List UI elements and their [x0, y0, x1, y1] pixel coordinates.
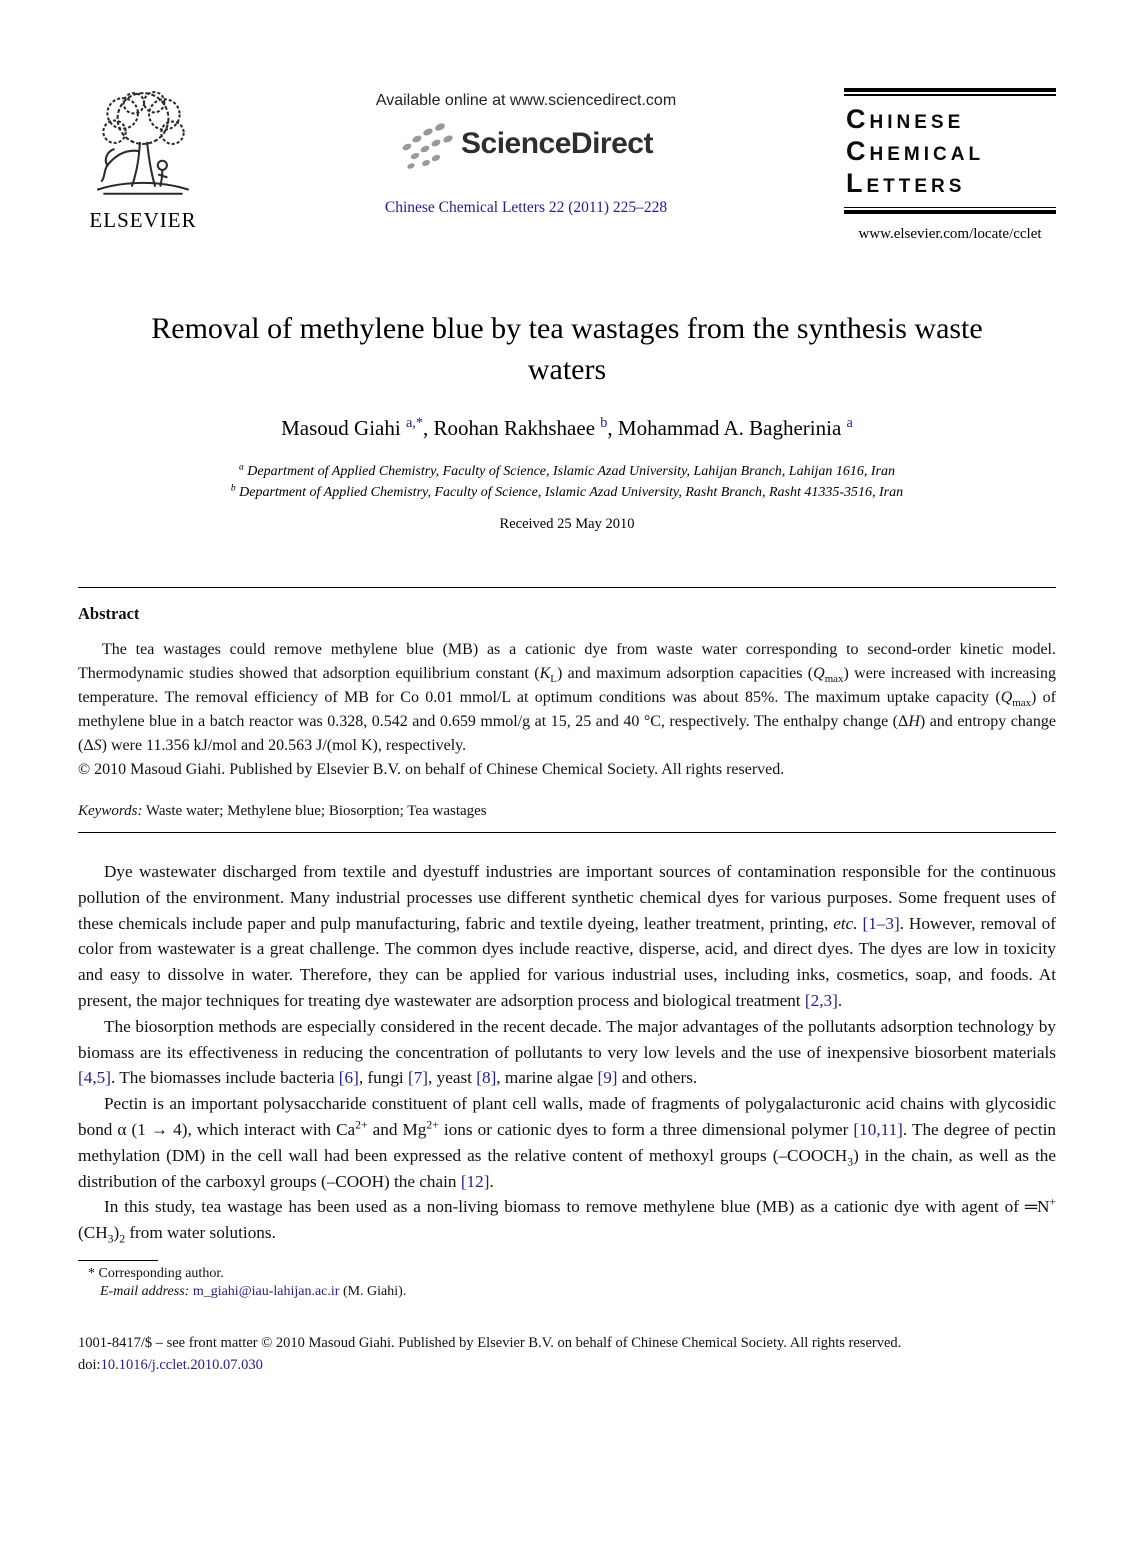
received-date: Received 25 May 2010	[499, 516, 635, 532]
footnote-block	[78, 1260, 1056, 1300]
affiliation-a: $^a$ Department of Applied Chemistry, Faculty of Science, Islamic Azad University, Lahijan Branch, Lahijan 1616, Iran	[239, 462, 895, 479]
body-paragraph-4: In this study, tea wastage has been used as a non-living biomass to remove methylene blue (MB) as a cationic dye with agent of $═N^+(CH_3)_2$ from water solutions.	[78, 1195, 1056, 1246]
inline-link[interactable]: [2,3]	[804, 990, 838, 1010]
ccl-wordmark	[844, 96, 1056, 207]
abstract-text: The tea wastages could remove methylene blue (MB) as a cationic dye from waste water corresponding to second-order kinetic model. Thermodynamic studies showed that adsorption equilibrium constant $(K_L)$ and maximum adsorption capacities $(Q_{max})$ were increased with increasing temperature. The removal efficiency of MB for Co 0.01 mmol/L at optimum conditions was about 85%. The maximum uptake capacity $(Q_{max})$ of methylene blue in a batch reactor was 0.328, 0.542 and 0.659 mmol/g at 15, 25 and 40 °C, respectively. The enthalpy change (ΔH) and entropy change (ΔS) were 11.356 kJ/mol and 20.563 J/(mol K), respectively.	[78, 641, 1057, 754]
body-paragraph-2: The biosorption methods are especially considered in the recent decade. The major advantages of the pollutants adsorption technology by biomass are its effectiveness in reducing the concentration of pollutants to very low levels and the use of inexpensive biosorbent materials [4,5]. The biomasses include bacteria [6], fungi [7], yeast [8], marine algae [9] and others.	[78, 1016, 1056, 1088]
header-center	[208, 88, 844, 217]
ccl-rule-top-thick	[844, 88, 1056, 92]
available-online-text: Available online at www.sciencedirect.com	[375, 92, 677, 109]
affiliation-b: $^b$ Department of Applied Chemistry, Faculty of Science, Islamic Azad University, Rasht Branch, Rasht 41335-3516, Iran	[230, 483, 904, 500]
inline-link[interactable]: [1–3]	[862, 913, 900, 933]
sciencedirect-wordmark: ScienceDirect	[461, 127, 653, 160]
ccl-rule-bottom-thick	[844, 210, 1056, 214]
article-title: Removal of methylene blue by tea wastages from the synthesis waste waters	[151, 312, 983, 386]
inline-link[interactable]: [6]	[338, 1068, 359, 1088]
abstract-bottom-rule	[78, 832, 1056, 833]
abstract-copyright: © 2010 Masoud Giahi. Published by Elsevier B.V. on behalf of Chinese Chemical Society. All rights reserved.	[78, 761, 785, 778]
sciencedirect-dots-icon	[399, 116, 461, 172]
keywords-line: Keywords: Waste water; Methylene blue; Biosorption; Tea wastages	[78, 803, 487, 819]
author-line: Masoud Giahi $^{a,*}$, Roohan Rakhshaee $^b$, Mohammad A. Bagherinia $^a$	[281, 415, 853, 440]
sciencedirect-logo[interactable]	[399, 116, 653, 172]
elsevier-tree-icon	[87, 88, 199, 206]
inline-link[interactable]: [7]	[407, 1068, 429, 1088]
inline-link[interactable]: a,*	[405, 415, 423, 431]
inline-link[interactable]: m_giahi@iau-lahijan.ac.ir	[192, 1283, 340, 1299]
header-right	[844, 88, 1056, 243]
affiliations	[78, 461, 1056, 503]
ccl-journal-logo	[844, 88, 1056, 214]
doi-line: doi:10.1016/j.cclet.2010.07.030	[78, 1356, 263, 1373]
abstract-top-rule	[78, 587, 1056, 588]
elsevier-logo[interactable]	[78, 88, 208, 233]
corresponding-author-note: * Corresponding author.	[88, 1265, 224, 1281]
inline-link[interactable]: 10.1016/j.cclet.2010.07.030	[100, 1356, 263, 1373]
journal-header	[78, 88, 1056, 246]
inline-link[interactable]: [10,11]	[853, 1119, 903, 1139]
inline-link[interactable]: [9]	[597, 1068, 618, 1088]
elsevier-wordmark: ELSEVIER	[89, 208, 197, 232]
body-paragraph-1: Dye wastewater discharged from textile and dyestuff industries are important sources of contamination responsible for the continuous pollution of the environment. Many industrial processes use different synthetic chemical dyes for various purposes. Some frequent uses of these chemicals include paper and pulp manufacturing, fabric and textile dyeing, leather treatment, printing, etc. [1–3]. However, removal of color from wastewater is a great challenge. The common dyes include reactive, disperse, acid, and direct dyes. The dyes are low in toxicity and easy to dissolve in water. Therefore, they can be applied for various industrial uses, including inks, cosmetics, soap, and foods. At present, the major techniques for treating dye wastewater are adsorption process and biological treatment [2,3].	[78, 862, 1056, 1010]
journal-citation-link[interactable]: Chinese Chemical Letters 22 (2011) 225–228	[384, 199, 668, 216]
inline-link[interactable]: [8]	[476, 1068, 497, 1088]
ccl-wordmark-line: Letters	[846, 167, 966, 198]
issn-copyright-line: 1001-8417/$ – see front matter © 2010 Masoud Giahi. Published by Elsevier B.V. on behalf of Chinese Chemical Society. All rights reserved.	[78, 1334, 902, 1351]
footnote-rule	[78, 1260, 158, 1261]
body-paragraph-3: Pectin is an important polysaccharide constituent of plant cell walls, made of fragments of polygalacturonic acid chains with glycosidic bond α (1 → 4), which interact with $Ca^{2+}$ and $Mg^{2+}$ ions or cationic dyes to form a three dimensional polymer [10,11]. The degree of pectin methylation (DM) in the cell wall had been expressed as the relative content of methoxyl groups $(-COOCH_3)$ in the chain, as well as the distribution of the carboxyl groups (–COOH) the chain [12].	[78, 1094, 1056, 1191]
inline-link[interactable]: a	[846, 415, 853, 431]
ccl-wordmark-line: Chemical	[846, 135, 985, 166]
journal-locate-url[interactable]: www.elsevier.com/locate/cclet	[858, 226, 1042, 242]
inline-link[interactable]: [12]	[460, 1171, 490, 1191]
ccl-wordmark-line: Chinese	[846, 103, 965, 134]
abstract-heading: Abstract	[78, 604, 140, 623]
ccl-rule-bottom-thin	[844, 207, 1056, 209]
inline-link[interactable]: b	[600, 415, 608, 431]
inline-link[interactable]: [4,5]	[78, 1068, 111, 1088]
front-matter-footer	[78, 1332, 1056, 1376]
email-address-line: E-mail address: m_giahi@iau-lahijan.ac.ir (M. Giahi).	[100, 1283, 407, 1299]
